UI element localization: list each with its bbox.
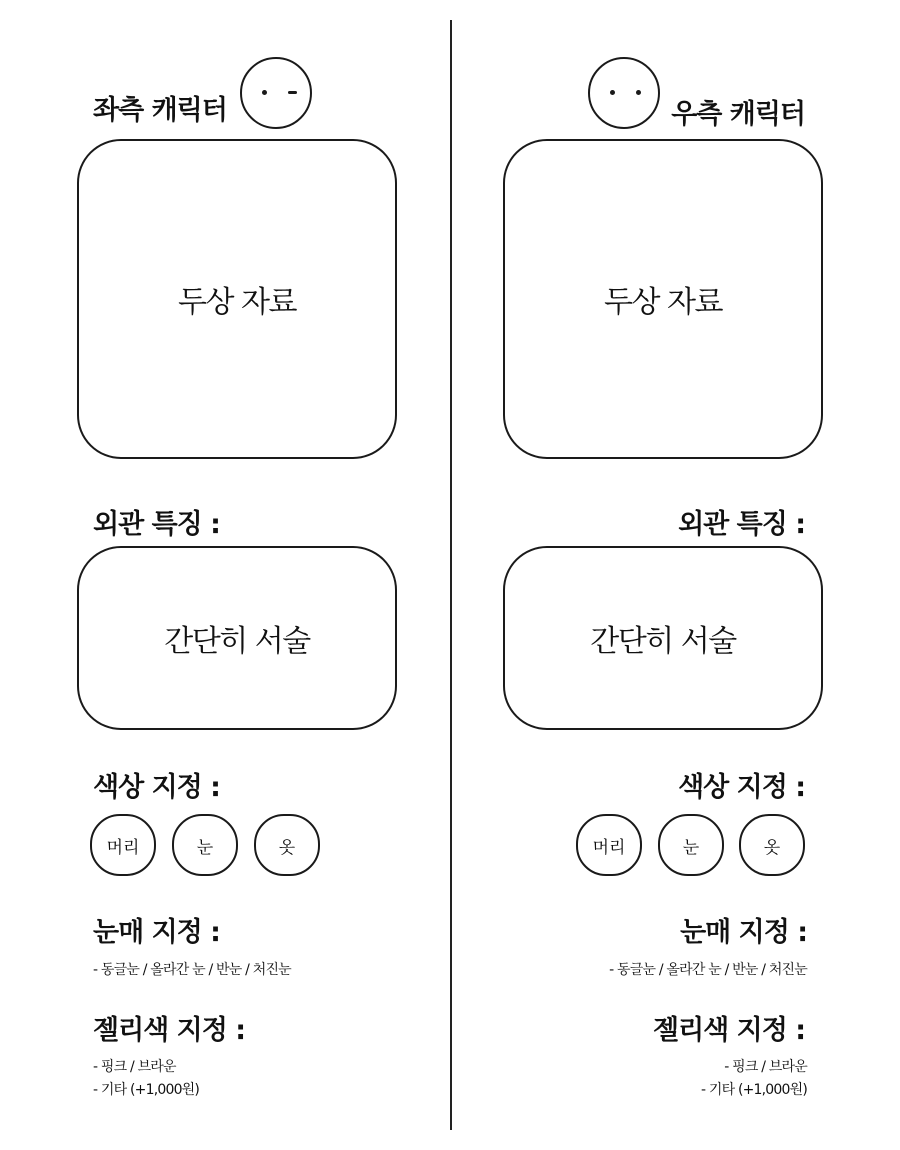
right-color-hair-label: 머리 [592,837,626,858]
right-color-heading: 색상 지정 : [678,772,805,803]
right-jelly-line-2: - 기타 (+1,000원) [700,1082,807,1098]
right-head-reference-box[interactable] [503,139,823,459]
right-color-eye-button[interactable] [658,814,724,876]
left-eye-shape-options: - 동글눈 / 올라간 눈 / 반눈 / 처진눈 [93,962,291,978]
right-face-eye-dot-left [610,90,615,95]
left-jelly-line-1: - 핑크 / 브라운 [93,1059,176,1075]
right-character-title: 우측 캐릭터 [671,99,805,130]
right-appearance-heading: 외관 특징 : [678,509,805,540]
right-jelly-line-1: - 핑크 / 브라운 [724,1059,807,1075]
left-jelly-line-2: - 기타 (+1,000원) [93,1082,200,1098]
left-jelly-heading: 젤리색 지정 : [93,1015,246,1046]
left-color-heading: 색상 지정 : [93,772,220,803]
center-divider [450,20,452,1130]
left-eye-shape-heading: 눈매 지정 : [93,917,220,948]
left-color-eye-label: 눈 [196,837,214,858]
left-appearance-box[interactable] [77,546,397,730]
left-head-reference-box[interactable] [77,139,397,459]
right-appearance-label: 간단히 서술 [590,624,736,659]
left-color-hair-button[interactable] [90,814,156,876]
left-color-hair-label: 머리 [106,837,140,858]
left-appearance-label: 간단히 서술 [164,624,310,659]
right-face-eye-dot-right [636,90,641,95]
left-color-clothes-button[interactable] [254,814,320,876]
left-color-eye-button[interactable] [172,814,238,876]
right-head-reference-label: 두상 자료 [604,285,722,320]
right-color-clothes-button[interactable] [739,814,805,876]
right-color-clothes-label: 옷 [763,837,781,858]
right-face-icon [588,57,660,129]
left-face-icon [240,57,312,129]
right-color-hair-button[interactable] [576,814,642,876]
right-eye-shape-heading: 눈매 지정 : [680,917,807,948]
right-color-eye-label: 눈 [682,837,700,858]
right-jelly-heading: 젤리색 지정 : [652,1015,805,1046]
left-character-title: 좌측 캐릭터 [93,95,227,126]
left-appearance-heading: 외관 특징 : [93,509,220,540]
left-head-reference-label: 두상 자료 [178,285,296,320]
left-face-eye-dot [262,90,267,95]
right-appearance-box[interactable] [503,546,823,730]
left-color-clothes-label: 옷 [278,837,296,858]
left-face-eye-wink [288,91,297,94]
right-eye-shape-options: - 동글눈 / 올라간 눈 / 반눈 / 처진눈 [609,962,807,978]
